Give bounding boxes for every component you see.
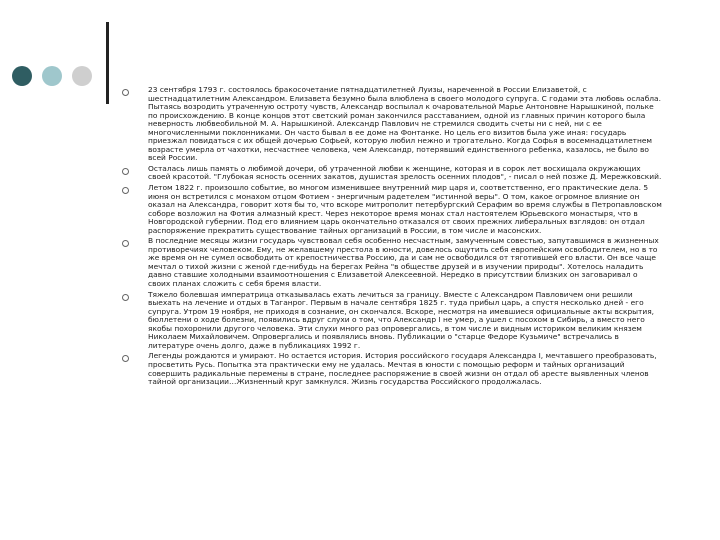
bullet-icon [122, 187, 129, 194]
bullet-icon [122, 89, 129, 96]
paragraph-text: Осталась лишь память о любимой дочери, об утраченной любви к женщине, которая и в сорок лет восхищала окружающих своей красотой. "Глубокая ясность осенних закатов, душистая зрелость осенних плодов", - писал о ней позже Д. Мережковский. [148, 163, 662, 182]
bullet-icon [122, 240, 129, 247]
decorative-dot-light [42, 66, 62, 86]
vertical-divider [106, 22, 109, 104]
bullet-icon [122, 168, 129, 175]
bullet-icon [122, 294, 129, 301]
paragraph-text: 23 сентября 1793 г. состоялось бракосочетание пятнадцатилетней Луизы, нареченной в России Елизаветой, с шестнадцатилетним Александром. Елизавета безумно была влюблена в своего молодого супруга. С годами эта любовь ослабла. Пытаясь возродить утраченную остроту чувств, Александр воспылал к очаровательной Марье Антоновне Нарышкиной, польке по происхождению. В конце концов этот светский роман закончился расставанием, одной из главных причин которого была неверность любвеобильной М. А. Нарышкиной. Александр Павлович не стремился сводить счеты ни с ней, ни с ее многочисленными поклонниками. Он часто бывал в ее доме на Фонтанке. Но цель его визитов была уже иная: государь приезжал повидаться с их общей дочерью Софьей, которую любил нежно и трогательно. Когда Софья в восемнадцатилетнем возрасте умерла от чахотки, несчастнее человека, чем Александр, потерявший единственного ребенка, казалось, не было во всей России. [148, 85, 661, 163]
text-content [120, 86, 662, 389]
paragraph-text: В последние месяцы жизни государь чувствовал себя особенно несчастным, замученным совестью, запутавшимся в жизненных противоречиях человеком. Ему, не желавшему престола в юности, довелось ощутить себя европейским освободителем, но в то же время он не сумел освободить от крепостничества Россию, да и сам не освободился от тяготившей его власти. Он все чаще мечтал о тихой жизни с женой где-нибудь на берегах Рейна "в обществе друзей и в изучении природы". Хотелось наладить давно ставшие холодными взаимоотношения с Елизаветой Алексеевной. Нередко в присутствии близких он заговаривал о своих планах сложить с себя бремя власти. [148, 236, 659, 289]
list-item [120, 237, 662, 288]
list-item [120, 352, 662, 386]
list-item [120, 184, 662, 235]
list-item [120, 165, 662, 182]
decorative-dot-gray [72, 66, 92, 86]
paragraph-text: Тяжело болевшая императрица отказывалась ехать лечиться за границу. Вместе с Александром Павловичем они решили выехать на лечение и отдых в Таганрог. Первым в начале сентября 1825 г. туда прибыл царь, а спустя несколько дней - его супруга. Утром 19 ноября, не приходя в сознание, он скончался. Вскоре, несмотря на имевшиеся официальные акты вскрытия, бюллетени о ходе болезни, появились вдруг слухи о том, что Александр I не умер, а ушел с посохом в Сибирь, а вместо него якобы похоронили другого человека. Эти слухи много раз опровергались, в том числе и видным историком великим князем Николаем Михайловичем. Опровергались и появлялись вновь. Публикации о "старце Федоре Кузьмиче" встречались в литературе очень долго, даже в публикациях 1992 г. [148, 289, 655, 350]
paragraph-text: Летом 1822 г. произошло событие, во многом изменившее внутренний мир царя и, соответственно, его практические дела. 5 июня он встретился с монахом отцом Фотием - энергичным радетелем "истинной веры". О том, какое огромное влияние он оказал на Александра, говорит хотя бы то, что вскоре митрополит петербургский Серафим во время службы в Петропавловском соборе возложил на Фотия алмазный крест. Через некоторое время монах стал настоятелем Юрьевского монастыря, что в Новгородской губернии. Под его влиянием царь окончательно отказался от своих прежних либеральных взглядов: он отдал распоряжение прекратить существование тайных организаций в России, в том числе и масонских. [148, 183, 662, 235]
decorative-dot-dark [12, 66, 32, 86]
bullet-icon [122, 355, 129, 362]
paragraph-text: Легенды рождаются и умирают. Но остается история. История российского государя Александра I, мечтавшего преобразовать, просветить Русь. Попытка эта практически ему не удалась. Мечтая в юности с помощью реформ и тайных организаций совершить радикальные перемены в стране, последнее распоряжение в своей жизни он отдал об аресте выявленных членов тайной организации…Жизненный круг замкнулся. Жизнь государства Российского продолжалась. [148, 351, 657, 387]
list-item [120, 86, 662, 163]
list-item [120, 291, 662, 351]
